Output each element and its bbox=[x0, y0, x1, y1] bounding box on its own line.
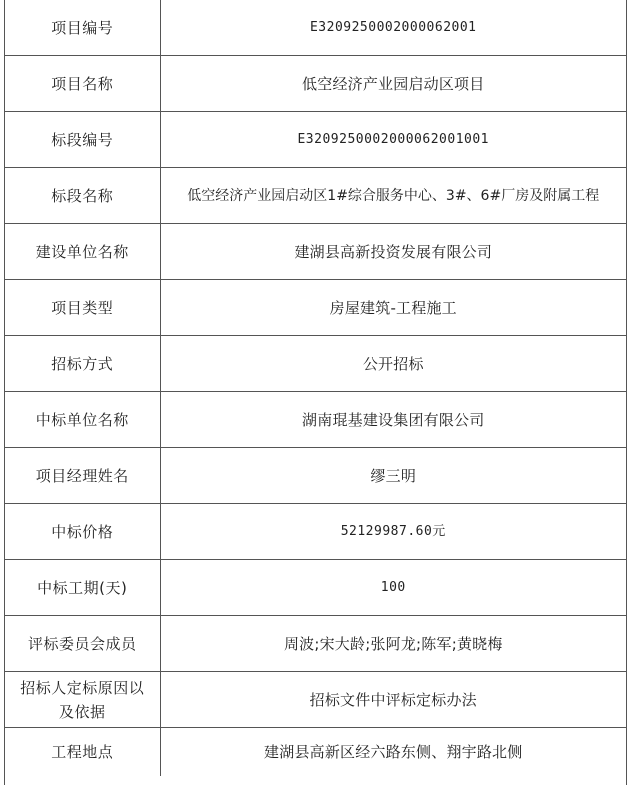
row-label: 标段编号 bbox=[5, 112, 160, 168]
table-row-award-basis bbox=[5, 672, 626, 728]
table-row-winning-bidder bbox=[5, 392, 626, 448]
project-location-value: 建湖县高新区经六路东侧、翔宇路北侧 bbox=[160, 728, 626, 776]
row-label: 项目名称 bbox=[5, 56, 160, 112]
table-row-duration bbox=[5, 560, 626, 616]
table-row-project-type bbox=[5, 280, 626, 336]
table-row-section-name bbox=[5, 168, 626, 224]
row-label: 项目编号 bbox=[5, 0, 160, 56]
row-label: 中标单位名称 bbox=[5, 392, 160, 448]
row-label: 工程地点 bbox=[5, 728, 160, 776]
duration-value: 100 bbox=[160, 560, 626, 616]
table-row-project-manager bbox=[5, 448, 626, 504]
committee-members-value: 周波;宋大龄;张阿龙;陈军;黄晓梅 bbox=[160, 616, 626, 672]
table-row-winning-price bbox=[5, 504, 626, 560]
award-info-sheet bbox=[4, 0, 627, 785]
row-label: 中标工期(天) bbox=[5, 560, 160, 616]
table-row-committee bbox=[5, 616, 626, 672]
project-code-value: E3209250002000062001 bbox=[160, 0, 626, 56]
table-row-tender-method bbox=[5, 336, 626, 392]
project-name-value: 低空经济产业园启动区项目 bbox=[160, 56, 626, 112]
section-name-value: 低空经济产业园启动区1#综合服务中心、3#、6#厂房及附属工程 bbox=[160, 168, 626, 224]
row-label: 项目类型 bbox=[5, 280, 160, 336]
table-row-builder-name bbox=[5, 224, 626, 280]
row-label: 建设单位名称 bbox=[5, 224, 160, 280]
table-row-project-name bbox=[5, 56, 626, 112]
award-info-table bbox=[5, 0, 626, 776]
project-manager-value: 缪三明 bbox=[160, 448, 626, 504]
project-type-value: 房屋建筑-工程施工 bbox=[160, 280, 626, 336]
row-label: 评标委员会成员 bbox=[5, 616, 160, 672]
winning-price-value: 52129987.60元 bbox=[160, 504, 626, 560]
table-row-section-code bbox=[5, 112, 626, 168]
row-label: 标段名称 bbox=[5, 168, 160, 224]
table-row-project-code bbox=[5, 0, 626, 56]
row-label: 招标方式 bbox=[5, 336, 160, 392]
tender-method-value: 公开招标 bbox=[160, 336, 626, 392]
award-basis-value: 招标文件中评标定标办法 bbox=[160, 672, 626, 728]
section-code-value: E3209250002000062001001 bbox=[160, 112, 626, 168]
table-row-location bbox=[5, 728, 626, 776]
row-label: 中标价格 bbox=[5, 504, 160, 560]
winning-bidder-value: 湖南琨基建设集团有限公司 bbox=[160, 392, 626, 448]
row-label: 招标人定标原因以及依据 bbox=[5, 672, 160, 728]
builder-name-value: 建湖县高新投资发展有限公司 bbox=[160, 224, 626, 280]
row-label: 项目经理姓名 bbox=[5, 448, 160, 504]
